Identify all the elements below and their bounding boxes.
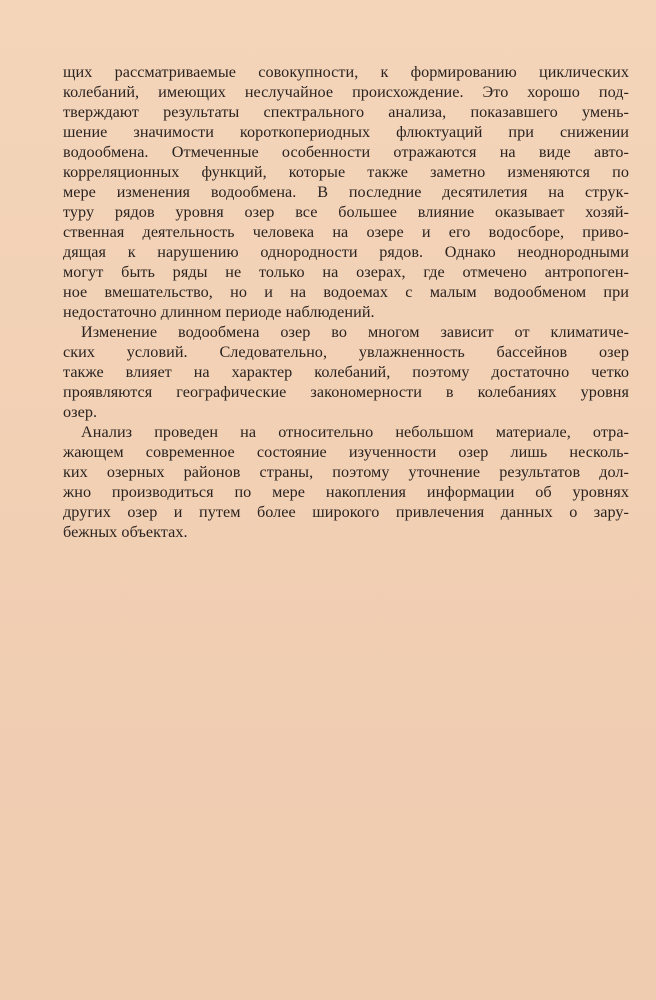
text-line: озер. [63, 403, 98, 421]
text-line: проявляются географические закономерности в колебаниях уровня [63, 383, 629, 401]
text-line: туру рядов уровня озер все большее влияние оказывает хозяй- [63, 203, 629, 221]
text-line: Анализ проведен на относительно небольшом материале, отра- [81, 423, 629, 441]
text-line: других озер и путем более широкого привлечения данных о зару- [63, 503, 629, 521]
text-line: ное вмешательство, но и на водоемах с малым водообменом при [63, 283, 629, 301]
text-line: недостаточно длинном периоде наблюдений. [63, 303, 375, 321]
text-line: также влияет на характер колебаний, поэтому достаточно четко [63, 363, 629, 381]
text-line: щих рассматриваемые совокупности, к формированию циклических [63, 63, 629, 81]
text-line: Изменение водообмена озер во многом зависит от климатиче- [81, 323, 629, 341]
text-line: колебаний, имеющих неслучайное происхождение. Это хорошо под- [63, 83, 629, 101]
text-line: дящая к нарушению однородности рядов. Однако неоднородными [63, 243, 629, 261]
text-line: ких озерных районов страны, поэтому уточнение результатов дол- [63, 463, 629, 481]
text-line: жающем современное состояние изученности озер лишь несколь- [63, 443, 629, 461]
body-text [63, 62, 629, 542]
text-line: бежных объектах. [63, 523, 188, 541]
text-line: шение значимости короткопериодных флюктуаций при снижении [63, 123, 629, 141]
paragraph-1 [63, 62, 629, 322]
text-line: корреляционных функций, которые также заметно изменяются по [63, 163, 629, 181]
text-line: могут быть ряды не только на озерах, где отмечено антропоген- [63, 263, 629, 281]
text-line: водообмена. Отмеченные особенности отражаются на виде авто- [63, 143, 629, 161]
text-line: тверждают результаты спектрального анализа, показавшего умень- [63, 103, 629, 121]
paragraph-3 [63, 422, 629, 542]
text-line: мере изменения водообмена. В последние десятилетия на струк- [63, 183, 629, 201]
text-line: ских условий. Следовательно, увлажненность бассейнов озер [63, 343, 629, 361]
text-line: ственная деятельность человека на озере и его водосборе, приво- [63, 223, 629, 241]
paragraph-2 [63, 322, 629, 422]
text-line: жно производиться по мере накопления информации об уровнях [63, 483, 629, 501]
